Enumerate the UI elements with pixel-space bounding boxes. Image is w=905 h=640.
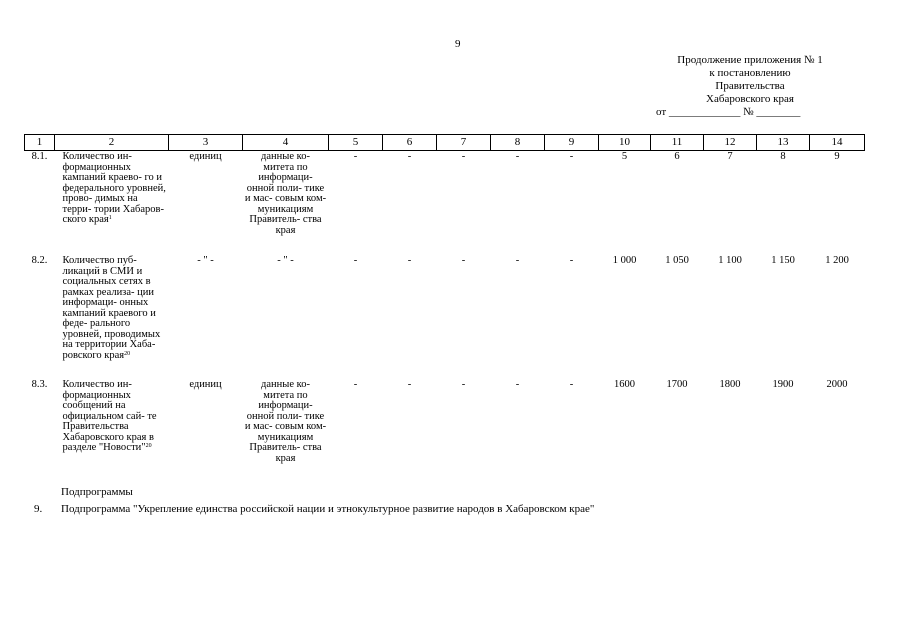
unit-cell: - " -	[197, 255, 214, 266]
value-cell: 8	[780, 151, 786, 162]
subprogram-item	[34, 503, 594, 515]
value-cell: 1800	[719, 379, 741, 390]
indicator-name-text: Количество ин- формационных кампаний краево- го и федерального уровней, прово- димых на терри- тории Хабаров- ского края	[62, 151, 166, 225]
indicator-name-text: Количество ин- формационных сообщений на официальном сай- те Правительства Хабаровского края в разделе "Новости"	[62, 379, 157, 453]
header-cell: 13	[757, 135, 810, 151]
annex-line-3: Правительства	[715, 80, 785, 92]
subprogram-number: 9.	[34, 503, 43, 515]
value-cell: 5	[621, 151, 628, 162]
indicator-name-text: Количество пуб- ликаций в СМИ и социальных сетях в рамках реализа- ции информаци- онных кампаний краевого и феде- рального уровней, проводимых на территории Хаба- ровского края	[62, 255, 161, 361]
value-cell: -	[515, 379, 520, 390]
value-cell: 1 000	[612, 255, 637, 266]
value-cell: 6	[674, 151, 680, 162]
annex-line-2: к постановлению	[709, 67, 791, 79]
table-header-row	[25, 135, 865, 151]
value-cell: 2000	[826, 379, 848, 390]
row-number: 8.3.	[31, 379, 48, 390]
source-cell: - " -	[277, 255, 294, 266]
subprogram-title: Подпрограмма "Укрепление единства российской нации и этнокультурное развитие народов в Хабаровском крае"	[61, 503, 595, 515]
value-cell: 1 200	[825, 255, 849, 266]
header-cell: 9	[545, 135, 599, 151]
value-cell: 7	[727, 151, 733, 162]
annex-line-4: Хабаровского края	[706, 93, 794, 105]
table-row	[25, 151, 865, 257]
header-cell: 4	[243, 135, 329, 151]
value-cell: -	[569, 379, 574, 390]
header-cell: 10	[599, 135, 651, 151]
source-cell: данные ко- митета по информаци- онной поли- тике и мас- совым ком- муникациям Правитель- ства края	[244, 379, 327, 464]
table-row	[25, 256, 865, 380]
footnote-ref: 20	[145, 443, 152, 449]
value-cell: -	[515, 255, 520, 266]
value-cell: -	[407, 151, 412, 162]
indicator-name	[55, 256, 169, 380]
footnote-ref: 1	[108, 215, 112, 221]
value-cell: -	[353, 379, 358, 390]
row-number: 8.2.	[31, 255, 48, 266]
indicator-name	[55, 151, 169, 257]
value-cell: -	[461, 379, 466, 390]
annex-header	[640, 54, 860, 119]
header-cell: 1	[25, 135, 55, 151]
annex-line-1: Продолжение приложения № 1	[677, 54, 823, 66]
value-cell: -	[461, 151, 466, 162]
header-cell: 8	[491, 135, 545, 151]
annex-date-line: от _____________ № ________	[656, 106, 801, 118]
row-number: 8.1.	[31, 151, 48, 162]
footnote-ref: 20	[124, 350, 131, 357]
value-cell: -	[461, 255, 466, 266]
value-cell: 1 150	[771, 255, 795, 266]
indicator-name	[55, 380, 169, 480]
header-cell: 7	[437, 135, 491, 151]
header-cell: 6	[383, 135, 437, 151]
header-cell: 12	[704, 135, 757, 151]
header-cell: 5	[329, 135, 383, 151]
table-row	[25, 380, 865, 480]
value-cell: -	[353, 255, 358, 266]
value-cell: -	[515, 151, 520, 162]
header-cell: 3	[169, 135, 243, 151]
value-cell: -	[407, 255, 412, 266]
value-cell: 1700	[666, 379, 688, 390]
value-cell: -	[353, 151, 358, 162]
indicators-table	[24, 134, 865, 480]
unit-cell: единиц	[189, 379, 222, 390]
value-cell: -	[569, 255, 574, 266]
header-cell: 11	[651, 135, 704, 151]
subprograms-heading: Подпрограммы	[61, 486, 133, 498]
value-cell: 9	[834, 151, 840, 162]
value-cell: 1600	[614, 379, 635, 390]
value-cell: 1900	[772, 379, 794, 390]
value-cell: -	[569, 151, 574, 162]
value-cell: 1 100	[718, 255, 742, 266]
value-cell: 1 050	[665, 255, 689, 266]
header-cell: 14	[810, 135, 865, 151]
header-cell: 2	[55, 135, 169, 151]
value-cell: -	[407, 379, 412, 390]
unit-cell: единиц	[189, 151, 222, 162]
page-number: 9	[455, 38, 461, 50]
source-cell: данные ко- митета по информаци- онной поли- тике и мас- совым ком- муникациям Правитель- ства края	[244, 151, 327, 236]
